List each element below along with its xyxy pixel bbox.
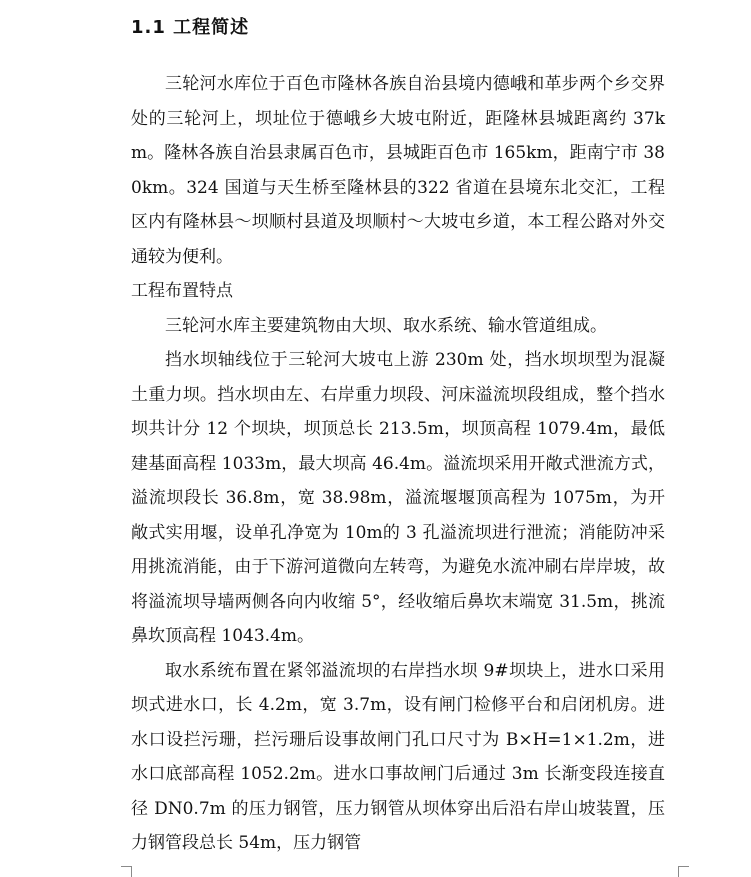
- paragraph-intake-system: 取水系统布置在紧邻溢流坝的右岸挡水坝 9#坝块上，进水口采用坝式进水口，长 4.2m，宽 3.7m，设有闸门检修平台和启闭机房。进水口设拦污珊，拦污珊后设事故闸门孔口尺寸为 B×H=1×1.2m，进水口底部高程 1052.2m。进水口事故闸门后通过 3m 长渐变段连接直径 DN0.7m 的压力钢管，压力钢管从坝体穿出后沿右岸山坡装置，压力钢管段总长 54m，压力钢管: [131, 660, 665, 853]
- paragraph-main-structures: 三轮河水库主要建筑物由大坝、取水系统、输水管道组成。: [165, 315, 607, 336]
- document-body: [131, 67, 665, 861]
- page-corner-mark-right: [678, 866, 689, 877]
- page-corner-mark-left: [121, 866, 132, 877]
- paragraph-location: 三轮河水库位于百色市隆林各族自治县境内德峨和革步两个乡交界处的三轮河上，坝址位于德峨乡大坡屯附近，距隆林县城距离约 37km。隆林各族自治县隶属百色市，县城距百色市 165km，距南宁市 380km。324 国道与天生桥至隆林县的322 省道在县境东北交汇，工程区内有隆林县～坝顺村县道及坝顺村～大坡屯乡道，本工程公路对外交通较为便利。: [131, 74, 665, 267]
- section-heading: 1.1 工程简述: [131, 17, 250, 38]
- subheading-layout-features: 工程布置特点: [131, 281, 233, 301]
- paragraph-dam: 挡水坝轴线位于三轮河大坡屯上游 230m 处，挡水坝坝型为混凝土重力坝。挡水坝由左、右岸重力坝段、河床溢流坝段组成，整个挡水坝共计分 12 个坝块，坝顶总长 213.5m，坝顶高程 1079.4m，最低建基面高程 1033m，最大坝高 46.4m。溢流坝采用开敞式泄流方式，溢流坝段长 36.8m，宽 38.98m，溢流堰堰顶高程为 1075m，为开敞式实用堰，设单孔净宽为 10m的 3 孔溢流坝进行泄流；消能防冲采用挑流消能，由于下游河道微向左转弯，为避免水流冲刷右岸岸坡，故将溢流坝导墙两侧各向内收缩 5°，经收缩后鼻坎末端宽 31.5m，挑流鼻坎顶高程 1043.4m。: [131, 350, 665, 646]
